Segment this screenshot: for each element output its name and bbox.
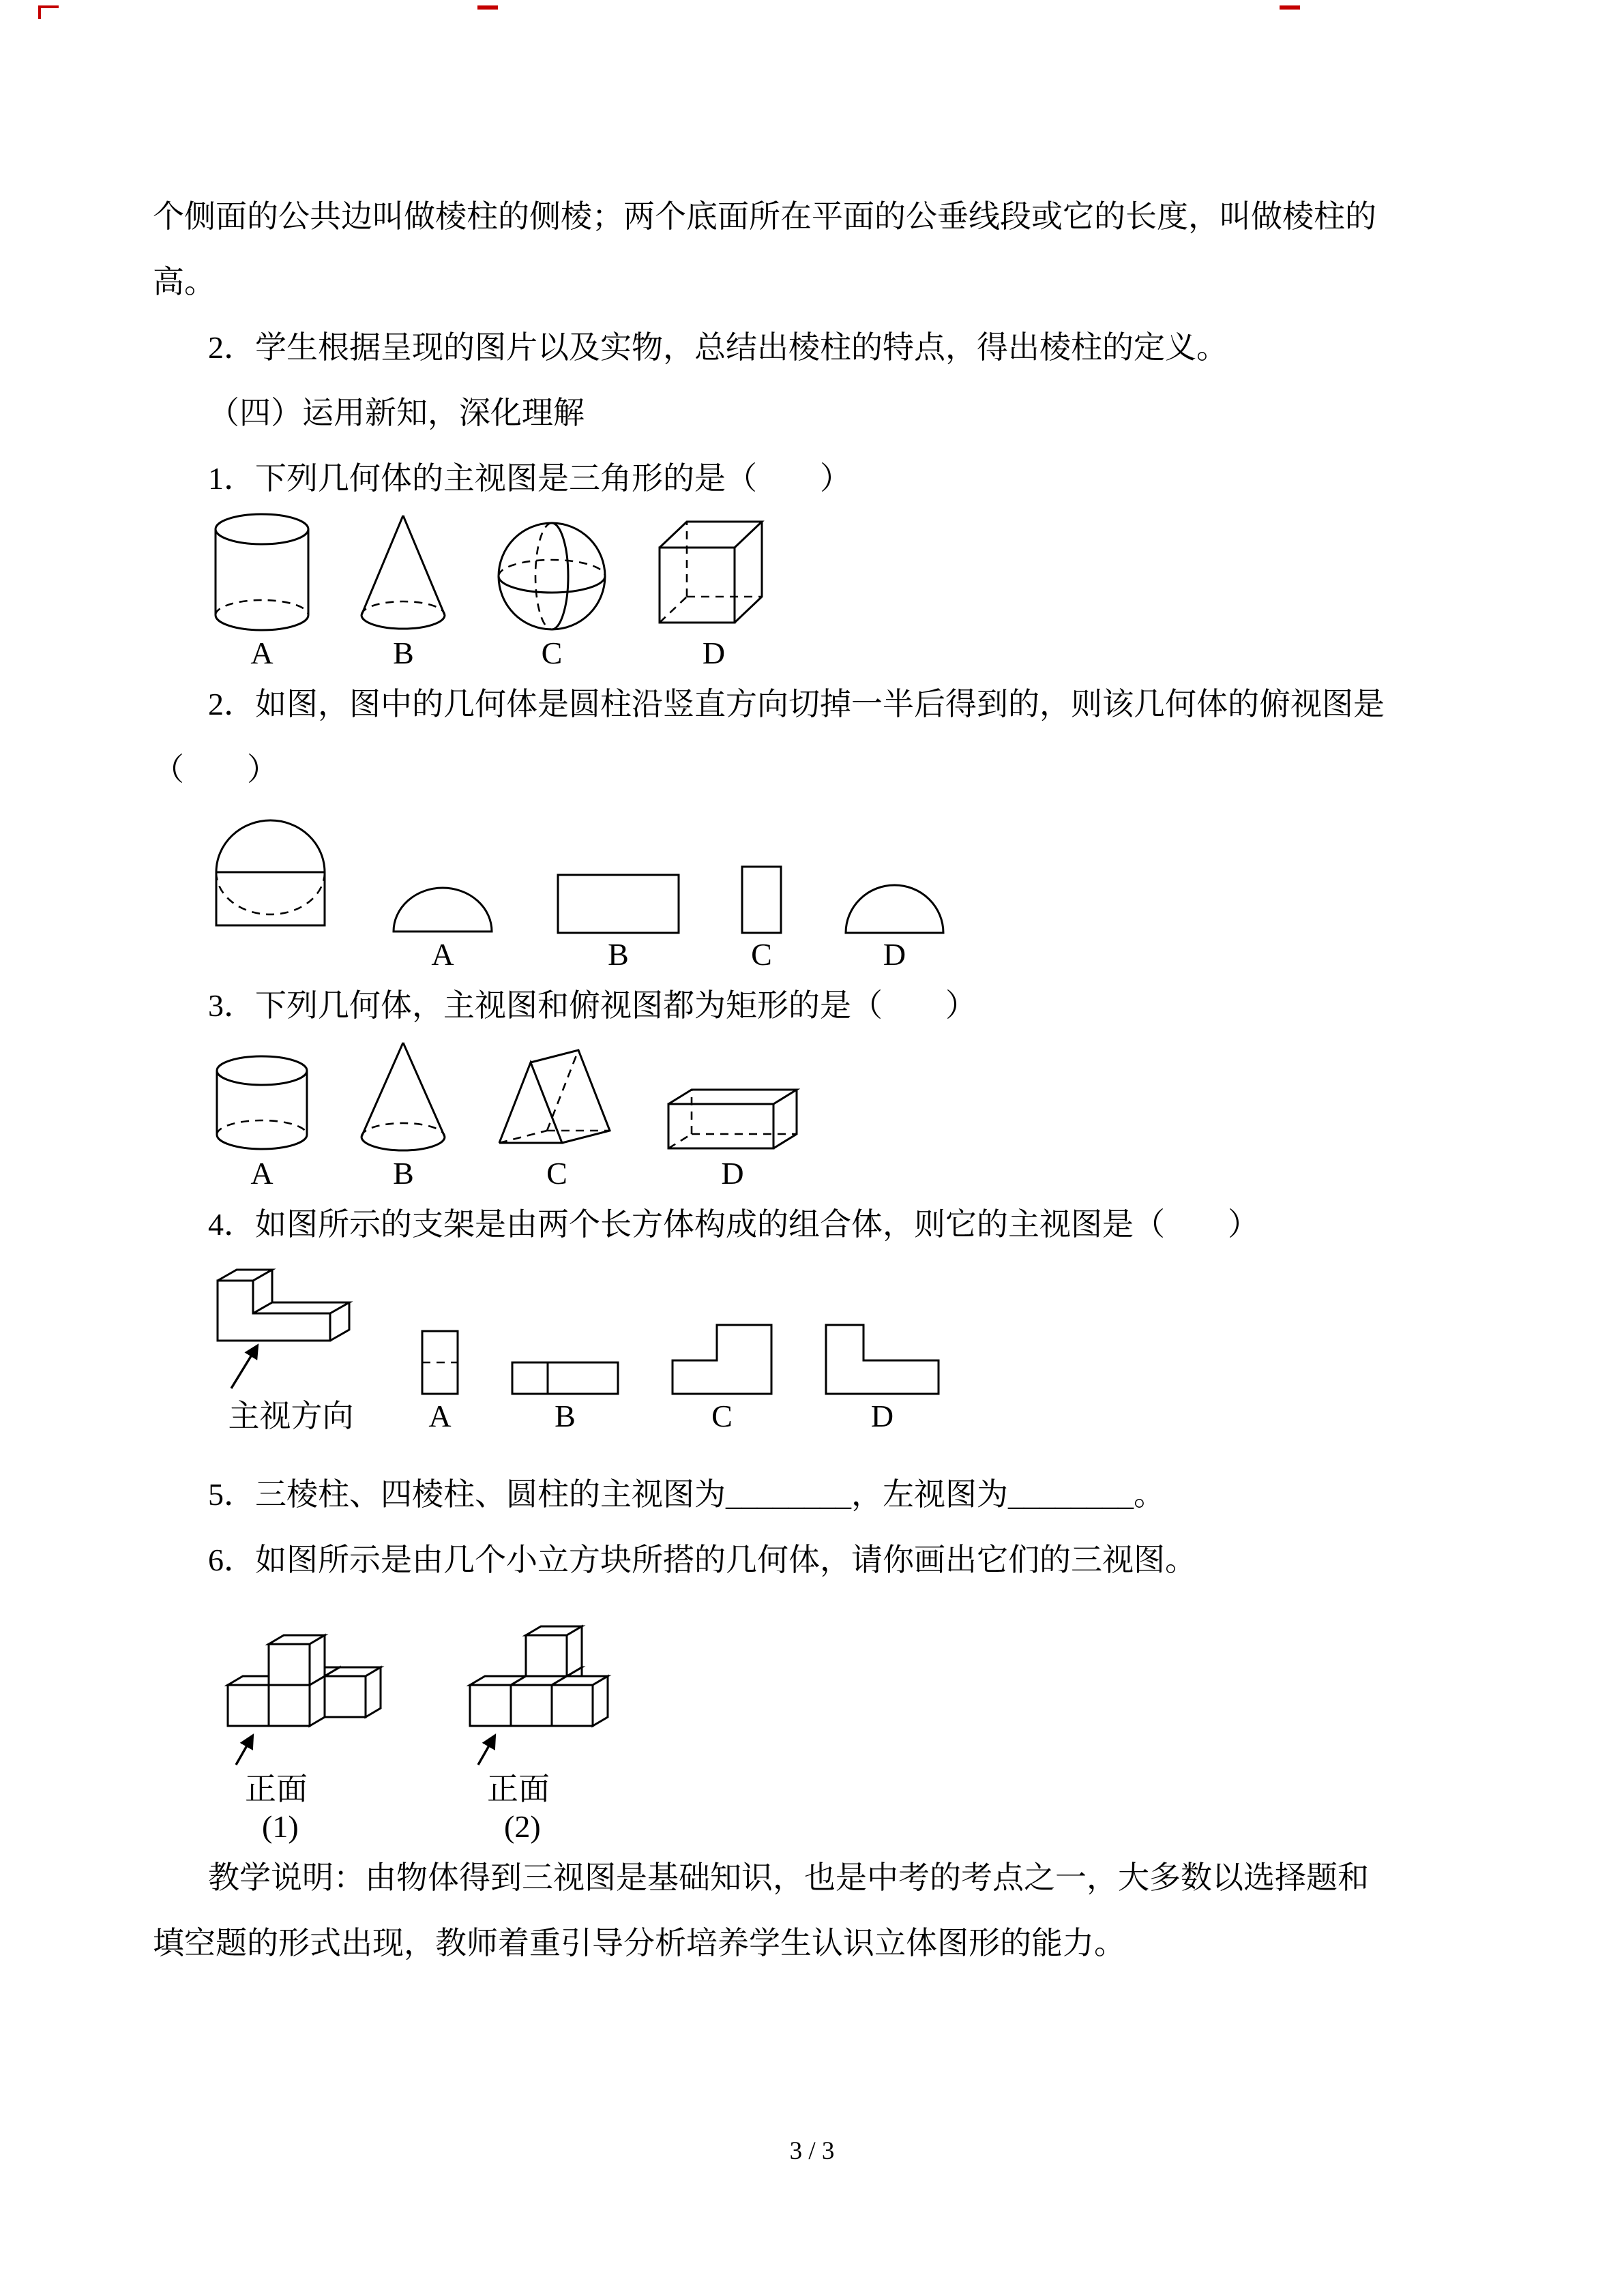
q4-option-d [823, 1321, 942, 1435]
option-label: C [546, 1156, 567, 1191]
q2-option-d [842, 881, 947, 973]
q2-option-a [388, 881, 497, 973]
question-6-figure-row [221, 1593, 1394, 1845]
semicircle-figure [842, 881, 947, 936]
q4-option-a [419, 1328, 461, 1435]
rectangle-figure [555, 871, 681, 936]
q1-option-b [357, 511, 449, 672]
front-label: 正面 [245, 1772, 308, 1806]
sphere-figure [494, 518, 610, 634]
artifact-mark [1280, 5, 1300, 10]
option-label: C [711, 1399, 733, 1433]
l-shape-step-right-figure [669, 1321, 775, 1397]
option-label: D [702, 636, 726, 670]
question-5-text: 5．三棱柱、四棱柱、圆柱的主视图为________，左视图为________。 [208, 1477, 1165, 1512]
rect-with-dashed-line-figure [419, 1328, 461, 1397]
q1-option-c [494, 518, 610, 672]
q3-option-b [357, 1039, 449, 1192]
page-number: 3 / 3 [789, 2137, 835, 2165]
option-label: C [751, 937, 772, 972]
front-label: 正面 [487, 1772, 550, 1806]
option-label: A [431, 937, 454, 972]
option-label: D [721, 1156, 744, 1191]
q2-option-c [739, 864, 784, 973]
question-2-figure-row [211, 803, 1394, 973]
l-shape-step-left-figure [823, 1321, 942, 1397]
q1-option-a [211, 511, 313, 672]
option-label: D [883, 937, 906, 972]
l-shaped-solid-figure [211, 1257, 371, 1397]
question-4-figure-row [211, 1257, 1394, 1435]
front-direction-arrow [478, 1736, 494, 1765]
q4-main-figure [211, 1257, 371, 1435]
teaching-note: 教学说明：由物体得到三视图是基础知识，也是中考的考点之一，大多数以选择题和填空题的形式出现，教师着重引导分析培养学生认识立体图形的能力。 [153, 1860, 1369, 1960]
question-4-text: 4．如图所示的支架是由两个长方体构成的组合体，则它的主视图是（ ） [208, 1207, 1259, 1242]
cone-figure [357, 511, 449, 634]
option-label: B [393, 1156, 414, 1191]
option-label: B [393, 636, 414, 670]
triangular-prism-figure [494, 1042, 620, 1154]
option-label: A [250, 1156, 274, 1191]
question-6-text: 6．如图所示是由几个小立方块所搭的几何体，请你画出它们的三视图。 [208, 1542, 1196, 1577]
q6-figure-1 [221, 1593, 385, 1845]
cuboid-figure [664, 1073, 801, 1154]
half-cylinder-figure [211, 803, 330, 936]
question-1-text: 1．下列几何体的主视图是三角形的是（ ） [208, 461, 851, 496]
q4-option-b [509, 1358, 621, 1435]
option-label: D [870, 1399, 894, 1433]
q2-main-figure [211, 803, 330, 973]
divided-rectangle-figure [509, 1358, 621, 1397]
cube-stack-figure-1 [221, 1593, 385, 1770]
cube-stack-figure-2 [463, 1593, 617, 1770]
front-view-direction-label: 主视方向 [228, 1399, 354, 1433]
artifact-mark [477, 5, 498, 10]
option-label: C [541, 636, 563, 670]
q1-option-d [654, 515, 773, 672]
question-1-figure-row [211, 511, 1394, 672]
q4-option-c [669, 1321, 775, 1435]
option-label: B [555, 1399, 576, 1433]
q3-option-d [664, 1073, 801, 1192]
section-heading: （四）运用新知，深化理解 [208, 396, 585, 430]
option-label: B [608, 937, 629, 972]
q6-figure-2 [463, 1593, 617, 1845]
figure-caption: (2) [504, 1809, 541, 1844]
question-3-text: 3．下列几何体，主视图和俯视图都为矩形的是（ ） [208, 988, 977, 1023]
cylinder-figure [211, 1052, 313, 1154]
q3-option-a [211, 1052, 313, 1192]
figure-caption: (1) [262, 1809, 299, 1844]
option-label: A [428, 1399, 452, 1433]
cone-figure [357, 1039, 449, 1154]
q3-option-c [494, 1042, 620, 1192]
arch-shape-figure [388, 881, 497, 936]
question-2-text: 2．如图，图中的几何体是圆柱沿竖直方向切掉一半后得到的，则该几何体的俯视图是（ ） [153, 687, 1385, 787]
q2-option-b [555, 871, 681, 973]
front-direction-arrow [236, 1736, 252, 1765]
option-label: A [250, 636, 274, 670]
cube-figure [654, 515, 773, 634]
question-3-figure-row [211, 1039, 1394, 1192]
small-rectangle-figure [739, 864, 784, 936]
paragraph-prism-definition-continued: 个侧面的公共边叫做棱柱的侧棱；两个底面所在平面的公垂线段或它的长度，叫做棱柱的高。 [153, 199, 1376, 299]
artifact-mark [38, 5, 59, 19]
paragraph-prism-summary: 2．学生根据呈现的图片以及实物，总结出棱柱的特点，得出棱柱的定义。 [208, 330, 1228, 365]
front-view-arrow [231, 1346, 257, 1388]
cylinder-figure [211, 511, 313, 634]
